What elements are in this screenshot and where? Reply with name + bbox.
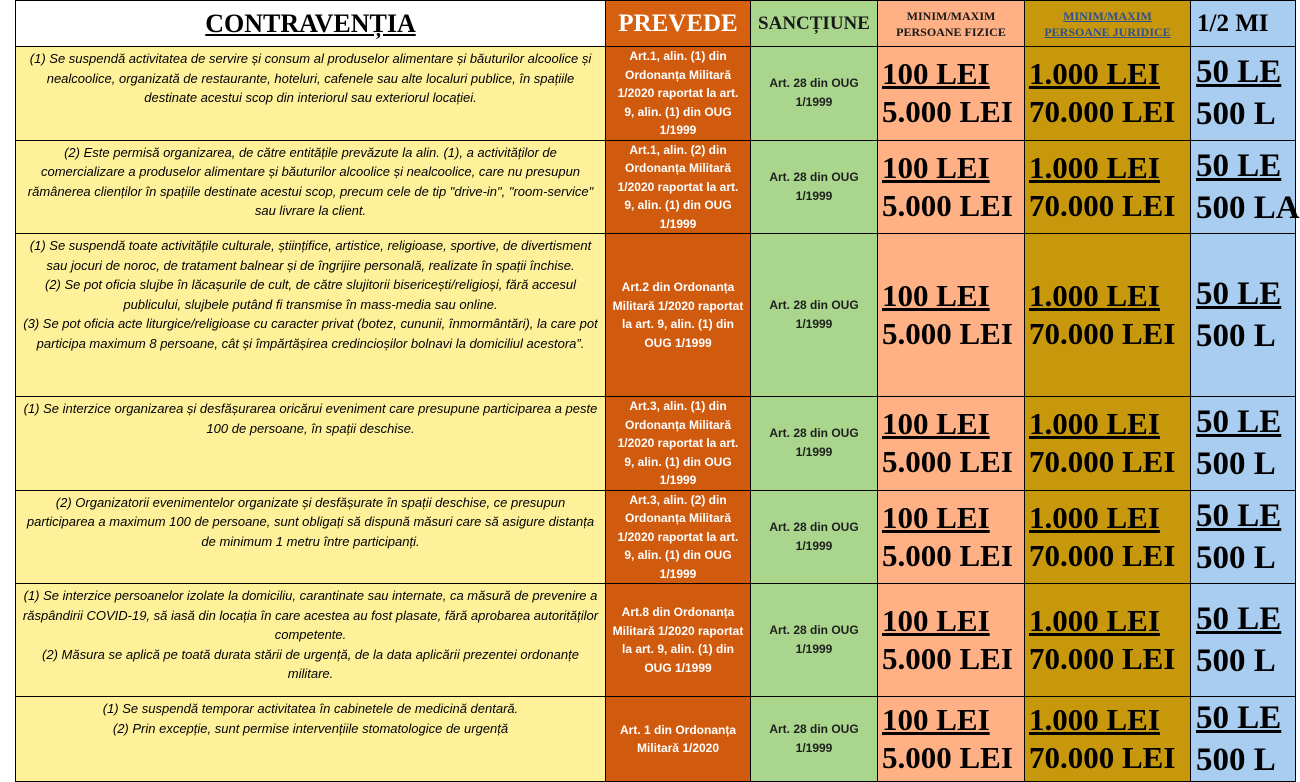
amount-pj-max: 70.000 LEI xyxy=(1029,444,1176,480)
amount-pj-min: 1.000 LEI xyxy=(1029,603,1160,638)
cell-amount-pf[interactable] xyxy=(878,490,1025,584)
contraventia-paragraph: (1) Se suspendă temporar activitatea în cabinetele de medicină dentară. xyxy=(102,701,519,716)
header-contraventia[interactable]: CONTRAVENȚIA xyxy=(16,1,606,47)
table-row xyxy=(16,234,1296,397)
amount-pj-min: 1.000 LEI xyxy=(1029,499,1160,535)
cell-amount-pj[interactable] xyxy=(1025,697,1191,782)
sanctiune-line: 1/1999 xyxy=(795,95,833,110)
amount-pf-max: 5.000 LEI xyxy=(882,444,1013,480)
prevede-line: la art. 9, alin. (1) din xyxy=(621,317,735,331)
cell-sanctiune[interactable] xyxy=(751,140,878,234)
prevede-line: Militară 1/2020 raportat xyxy=(612,623,744,638)
amount-half-min: 50 LE xyxy=(1196,700,1282,736)
cell-contraventia[interactable] xyxy=(16,584,606,697)
cell-amount-pf[interactable] xyxy=(878,234,1025,397)
prevede-line: 1/1999 xyxy=(659,473,697,487)
sanctiune-line: Art. 28 din OUG xyxy=(769,426,859,441)
amount-pf-min: 100 LEI xyxy=(882,499,990,535)
header-sanctiune[interactable]: SANCȚIUNE xyxy=(751,1,878,47)
prevede-line: 1/1999 xyxy=(659,123,697,137)
prevede-line: 1/2020 raportat la art. xyxy=(617,86,739,100)
cell-contraventia[interactable] xyxy=(16,47,606,141)
fines-table xyxy=(15,0,1300,782)
prevede-line: la art. 9, alin. (1) din xyxy=(621,642,735,656)
cell-amount-pf[interactable] xyxy=(878,584,1025,697)
amount-pf-min: 100 LEI xyxy=(882,603,990,638)
amount-pf-max: 5.000 LEI xyxy=(882,94,1013,130)
cell-prevede[interactable] xyxy=(606,697,751,782)
sanctiune-line: 1/1999 xyxy=(795,538,833,553)
prevede-line: 1/1999 xyxy=(659,216,697,231)
contraventia-paragraph: (2) Prin excepție, sunt permise intervențiile stomatologice de urgență xyxy=(112,720,509,736)
prevede-line: Art.2 din Ordonanța xyxy=(621,280,735,294)
prevede-line: Militară 1/2020 xyxy=(636,741,720,755)
sanctiune-line: Art. 28 din OUG xyxy=(769,169,859,184)
table-body xyxy=(16,47,1300,782)
amount-pj-min: 1.000 LEI xyxy=(1029,149,1160,185)
amount-pf-max: 5.000 LEI xyxy=(882,537,1013,573)
amount-half-max: 500 L xyxy=(1196,446,1276,483)
sanctiune-line: Art. 28 din OUG xyxy=(769,519,859,534)
header-persoane-juridice[interactable] xyxy=(1025,1,1191,47)
contraventia-paragraph: (2) Se pot oficia slujbe în lăcașurile de cult, de către slujitorii bisericești/religioși, fără accesul publicului, slujbele putând fi transmise în mass-media sau online. xyxy=(44,277,577,312)
amount-pf-min: 100 LEI xyxy=(882,702,990,737)
amount-pf-min: 100 LEI xyxy=(882,56,990,92)
cell-sanctiune[interactable] xyxy=(751,584,878,697)
cell-prevede[interactable] xyxy=(606,140,751,234)
cell-sanctiune[interactable] xyxy=(751,397,878,491)
cell-amount-half[interactable] xyxy=(1191,697,1296,782)
cell-amount-half[interactable] xyxy=(1191,490,1296,584)
header-pj-line2: PERSOANE JURIDICE xyxy=(1044,24,1171,39)
sanctiune-line: 1/1999 xyxy=(795,642,833,656)
amount-half-min: 50 LE xyxy=(1196,404,1282,441)
cell-amount-half[interactable] xyxy=(1191,234,1296,397)
amount-pj-max: 70.000 LEI xyxy=(1029,316,1176,351)
cell-sanctiune[interactable] xyxy=(751,490,878,584)
cell-sanctiune[interactable] xyxy=(751,47,878,141)
prevede-line: Ordonanța Militară xyxy=(624,67,731,82)
sanctiune-line: Art. 28 din OUG xyxy=(769,722,859,736)
amount-pj-max: 70.000 LEI xyxy=(1029,641,1176,676)
table-row xyxy=(16,584,1296,697)
row-header-strip xyxy=(0,0,16,720)
amount-half-max: 500 LA xyxy=(1196,189,1300,226)
prevede-line: 9, alin. (1) din OUG xyxy=(624,454,732,469)
prevede-line: 1/2020 raportat la art. xyxy=(617,179,739,194)
cell-prevede[interactable] xyxy=(606,47,751,141)
amount-half-min: 50 LE xyxy=(1196,497,1282,534)
cell-prevede[interactable] xyxy=(606,234,751,397)
amount-half-max: 500 L xyxy=(1196,742,1276,778)
amount-pf-min: 100 LEI xyxy=(882,149,990,185)
cell-amount-pj[interactable] xyxy=(1025,397,1191,491)
prevede-line: 1/2020 raportat la art. xyxy=(617,529,739,544)
prevede-line: 1/1999 xyxy=(659,566,697,581)
header-pf-line2: PERSOANE FIZICE xyxy=(896,24,1006,39)
cell-amount-half[interactable] xyxy=(1191,584,1296,697)
sanctiune-line: Art. 28 din OUG xyxy=(769,623,859,637)
amount-pj-min: 1.000 LEI xyxy=(1029,406,1160,442)
cell-amount-pf[interactable] xyxy=(878,140,1025,234)
cell-amount-pj[interactable] xyxy=(1025,490,1191,584)
cell-amount-pf[interactable] xyxy=(878,697,1025,782)
cell-amount-half[interactable] xyxy=(1191,140,1300,234)
amount-half-min: 50 LE xyxy=(1196,147,1282,184)
prevede-line: Ordonanța Militară xyxy=(624,161,731,175)
amount-half-max: 500 L xyxy=(1196,643,1276,679)
prevede-line: Ordonanța Militară xyxy=(624,511,731,525)
prevede-line: Ordonanța Militară xyxy=(624,417,731,432)
cell-sanctiune[interactable] xyxy=(751,697,878,782)
cell-amount-pj[interactable] xyxy=(1025,140,1191,234)
amount-pf-min: 100 LEI xyxy=(882,278,990,313)
sanctiune-line: Art. 28 din OUG xyxy=(769,76,859,91)
sanctiune-line: 1/1999 xyxy=(795,741,833,755)
sanctiune-line: 1/1999 xyxy=(795,445,833,460)
prevede-line: Art. 1 din Ordonanța xyxy=(619,722,736,737)
cell-contraventia[interactable] xyxy=(16,397,606,491)
table-row xyxy=(16,490,1296,584)
cell-amount-pj[interactable] xyxy=(1025,47,1191,141)
table-row xyxy=(16,47,1296,141)
cell-contraventia[interactable] xyxy=(16,234,606,397)
amount-pj-min: 1.000 LEI xyxy=(1029,56,1160,92)
prevede-line: 9, alin. (1) din OUG xyxy=(624,198,732,212)
prevede-line: Art.1, alin. (2) din xyxy=(629,142,727,157)
header-pj-line1: MINIM/MAXIM xyxy=(1063,8,1152,23)
amount-pj-min: 1.000 LEI xyxy=(1029,702,1160,737)
contraventia-paragraph: (1) Se interzice persoanelor izolate la domiciliu, carantinate sau internate, ca măsură de prevenire a răspândirii COVID-19, să iasă din locația în care acestea au fost plasate, fără aprobarea autorităților competente. xyxy=(22,588,599,642)
header-persoane-fizice[interactable] xyxy=(878,1,1025,47)
cell-amount-half[interactable] xyxy=(1191,397,1296,491)
prevede-line: 9, alin. (1) din OUG xyxy=(624,104,732,119)
cell-amount-pf[interactable] xyxy=(878,397,1025,491)
prevede-line: 9, alin. (1) din OUG xyxy=(624,548,732,562)
cell-prevede[interactable] xyxy=(606,490,751,584)
contraventia-paragraph: (2) Este permisă organizarea, de către entitățile prevăzute la alin. (1), a activităților de comercializare a produselor alimentare și băuturilor alcoolice și nealcoolice, care nu presupun rămânerea clienților în spațiile destinate acestui scop, precum cele de tip "drive-in", "room-service" sau livrare la client. xyxy=(27,144,594,218)
cell-contraventia[interactable] xyxy=(16,140,606,234)
prevede-line: OUG 1/1999 xyxy=(644,335,712,350)
amount-half-max: 500 L xyxy=(1196,318,1276,354)
amount-pf-max: 5.000 LEI xyxy=(882,641,1013,676)
contraventia-paragraph: (2) Organizatorii evenimentelor organizate și desfășurate în spații deschise, ce presupun participarea a maximum 100 de persoane, sunt obligați să dispună măsuri care să asigure distanța de minimum 1 metru între participanți. xyxy=(26,494,595,549)
cell-amount-half[interactable] xyxy=(1191,47,1296,141)
prevede-line: 1/2020 raportat la art. xyxy=(617,436,739,450)
amount-pj-max: 70.000 LEI xyxy=(1029,94,1176,130)
prevede-line: Art.8 din Ordonanța xyxy=(621,605,735,619)
cell-amount-pj[interactable] xyxy=(1025,234,1191,397)
header-prevede[interactable]: PREVEDE xyxy=(606,1,751,47)
contraventia-paragraph: (1) Se interzice organizarea și desfășurarea oricărui eveniment care presupune participarea a peste 100 de persoane, în spații deschise. xyxy=(23,401,598,436)
header-half-minimum[interactable]: 1/2 MI xyxy=(1191,1,1296,47)
contraventia-paragraph: (2) Măsura se aplică pe toată durata stării de urgență, de la data aplicării prezentei ordonanțe militare. xyxy=(42,646,579,681)
amount-pj-max: 70.000 LEI xyxy=(1029,740,1176,775)
prevede-line: Art.3, alin. (2) din xyxy=(629,492,727,507)
prevede-line: Militară 1/2020 raportat xyxy=(612,298,744,313)
sanctiune-line: 1/1999 xyxy=(795,317,833,331)
header-row xyxy=(16,1,1296,47)
amount-half-min: 50 LE xyxy=(1196,601,1282,637)
cell-prevede[interactable] xyxy=(606,584,751,697)
table-row xyxy=(16,397,1296,491)
amount-half-max: 500 L xyxy=(1196,96,1276,133)
cell-amount-pf[interactable] xyxy=(878,47,1025,141)
amount-pj-max: 70.000 LEI xyxy=(1029,537,1176,573)
amount-pf-min: 100 LEI xyxy=(882,406,990,442)
sanctiune-line: 1/1999 xyxy=(795,188,833,203)
contraventia-paragraph: (3) Se pot oficia acte liturgice/religioase cu caracter privat (botez, cununii, înmormântări), la care pot participa maximum 8 persoane, cât și împărtășirea credincioșilor bolnavi la domiciliul acestora”. xyxy=(23,316,598,351)
header-pf-line1: MINIM/MAXIM xyxy=(906,8,996,23)
sanctiune-line: Art. 28 din OUG xyxy=(769,298,859,312)
amount-pf-max: 5.000 LEI xyxy=(882,187,1013,223)
cell-contraventia[interactable] xyxy=(16,490,606,584)
cell-contraventia[interactable] xyxy=(16,697,606,782)
amount-pj-max: 70.000 LEI xyxy=(1029,187,1176,223)
contraventia-paragraph: (1) Se suspendă activitatea de servire și consum al produselor alimentare și băuturilor alcoolice și nealcoolice, organizată de restaurante, hoteluri, cafenele sau alte localuri publice, în spațiile destinate acestui scop din interiorul sau exteriorul locației. xyxy=(29,51,592,105)
table-row xyxy=(16,140,1296,234)
table-row xyxy=(16,697,1296,782)
amount-pj-min: 1.000 LEI xyxy=(1029,278,1160,313)
cell-sanctiune[interactable] xyxy=(751,234,878,397)
amount-pf-max: 5.000 LEI xyxy=(882,316,1013,351)
prevede-line: Art.3, alin. (1) din xyxy=(629,399,727,413)
amount-half-min: 50 LE xyxy=(1196,276,1282,312)
cell-prevede[interactable] xyxy=(606,397,751,491)
amount-half-max: 500 L xyxy=(1196,539,1276,576)
cell-amount-pj[interactable] xyxy=(1025,584,1191,697)
contraventia-paragraph: (1) Se suspendă toate activitățile culturale, științifice, artistice, religioase, sportive, de divertisment sau jocuri de noroc, de tratament balnear și de îngrijire personală, realizate în spații închise. xyxy=(29,238,592,273)
prevede-line: OUG 1/1999 xyxy=(644,660,712,675)
amount-pf-max: 5.000 LEI xyxy=(882,740,1013,775)
amount-half-min: 50 LE xyxy=(1196,54,1282,91)
prevede-line: Art.1, alin. (1) din xyxy=(629,49,727,63)
